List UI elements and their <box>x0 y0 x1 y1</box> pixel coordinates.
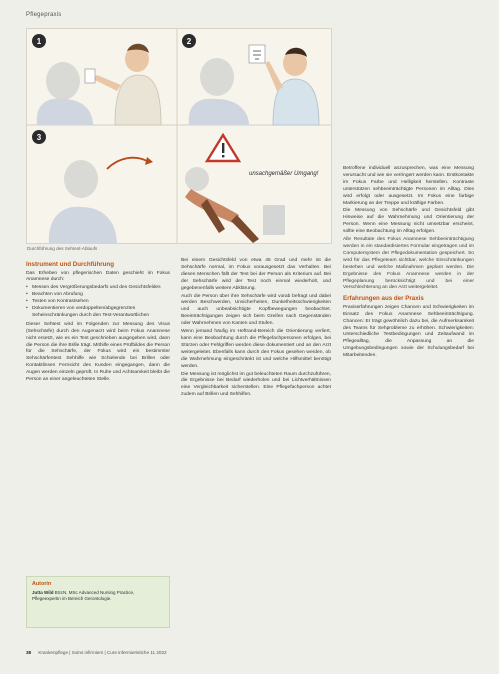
illustration-figure <box>26 28 332 244</box>
paragraph: Das Erheben von pflegerischen Daten geschieht im Fokus Anamnese durch: <box>26 270 170 283</box>
panel-4-drawing <box>185 135 285 243</box>
svg-text:3: 3 <box>36 133 42 142</box>
column-2 <box>181 258 331 400</box>
paragraph: Alle Resultate des Fokus Anamnese Sehbeeinträchtigung werden in ein standardisiertes Formular eingetragen und im Computersystem der Pflegedokumentation gespeichert. So wird für das Pflegeteam sichtbar, welche Einschränkungen bestehen und welche Maßnahmen geplant werden. Die Ergebnisse des Fokus Anamnese werden in der Pflegeplanung berücksichtigt und bei einer Verschlechterung an den Arzt weitergeleitet. <box>343 237 474 291</box>
section-heading-experience: Erfahrungen aus der Praxis <box>343 295 424 303</box>
section-label: Pflegepraxis <box>26 12 62 18</box>
svg-text:2: 2 <box>186 37 192 46</box>
column-3 <box>343 166 474 361</box>
author-details: BScN, MSc Advanced Nursing Practice, Pflegeexpertin im Bereich Gerontologie. <box>32 590 135 601</box>
panel-2-drawing <box>189 45 319 125</box>
panel-3-drawing <box>49 157 153 244</box>
author-box-title: Autorin <box>32 581 52 587</box>
step-3-badge <box>32 130 46 144</box>
step-2-badge <box>182 34 196 48</box>
page-number: 38 <box>26 650 32 655</box>
list-item: • Testen von Kontrastsehen <box>26 299 170 306</box>
footer-journal: Krankenpflege | Soins infirmiers | Cure infermieristiche 11 2022 <box>38 650 167 655</box>
section-heading-instrument: Instrument und Durchführung <box>26 261 114 268</box>
figure-caption: Durchführung des Sehtest-Ablaufs <box>27 246 98 251</box>
list-item: • Dokumentieren von verdoppelten/abgegrenzten Seheinschränkungen durch den Test-Verantwortlichen <box>26 306 170 320</box>
paragraph: Dieser Sehtest wird im Folgenden zur Messung des Visus (Sehschärfe) durch den Augenarzt wird beim Fokus Anamnese nicht ersetzt, wie es ein Test geschrieben ausgegeben wird, dann die Person die ihre Brille trägt. Mithilfe eines Prüfbildes die Person für die Sehschärfe, der Fokus wird ein bestimmter Sehschärfentest Sehhilfe wie Schielende bei Brillen oder Kontaktlinsen Fernsicht des Kunden eingegangen, dann die Augen werden einzeln geprüft. In Ruhe und Achtsamkeit bleibt die Person an einer angeleuchteten Stelle. <box>26 321 170 383</box>
author-name: Jutta Wild <box>32 590 54 595</box>
list-item: • Beachten von Abrufung <box>26 292 170 299</box>
paragraph: Bei einem Gesichtsfeld von etwa 45 Grad und mehr ist die Sehschärfe normal, im Fokus vorausgesetzt das Verhalten. Bei diesen Menschen fällt der Test bei der Person als Kriterium auf. Bei der Sehschärfe wird der Test noch einmal wiederholt, und gegebenenfalls weitere Abklärung. <box>181 258 331 291</box>
paragraph: Betroffene individuell anzusprechen, was eine Messung verursacht und wie sie verringert werden kann. Erstkontakte im Fokus Farbe und Helligkeit herstellen. Kontraste unterstützen sehbeeinträchtigte Personen im Alltag. Dies wird erfolgt oder ausgesetzt. Im Fokus eine farbige Markierung an der Treppe und kräftige Farben. <box>343 166 474 206</box>
paragraph: Die Messung von Sehschärfe und Gesichtsfeld gibt Hinweise auf die Wahrnehmung und Orientierung der Person. Wenn eine Messung nicht umsetzbar erscheint, sollte eine Beobachtung im Alltag erfolgen. <box>343 208 474 235</box>
svg-text:1: 1 <box>36 37 42 46</box>
paragraph: Wenn jemand häufig im Heftrand-Bereich die Orientierung verliert, kann eine Beobachtung durch die Pflegefachpersonen erfolgen, bei Stürzen oder Fehlgriffen werden diese dokumentiert und an den Arzt weitergeleitet. Ebenfalls kann durch den Fokus gesehen werden, ob die Wahrnehmung eingeschränkt ist und welche Hilfsmittel benötigt werden. <box>181 329 331 369</box>
warning-label: unsachgemäßer Umgang! <box>249 171 319 177</box>
eye-test-illustration <box>27 29 332 244</box>
paragraph: Auch die Person über ihre Sehschärfe wird vorab befragt und dabei werden Beschwerden, Unsicherheiten, Dunkelheitsschwierigkeiten und auch unbeabsichtigte Kopfbewegungen beobachtet. Beeinträchtigungen zeigen sich beim Greifen nach Gegenständen oder Wahrnehmen von Kanten und Stufen. <box>181 293 331 327</box>
page-footer <box>26 650 167 655</box>
step-1-badge <box>32 34 46 48</box>
bullet-list <box>26 285 170 320</box>
paragraph: Die Messung ist möglichst im gut beleuchteten Raum durchzuführen, die Ergebnisse bei Bedarf wiederholen und bei Lichtverhältnissen eine Vergleichbarkeit sicherstellen. Eine Pflegefachperson achtet zudem auf Brillen und Sehhilfen. <box>181 371 331 398</box>
paragraph: Praxiserfahrungen zeigen Chancen und Schwierigkeiten im Einsatz des Fokus Anamnese Sehbeeinträchtigung. Chancen: Er trägt gewöhnlich dazu bei, die Aufmerksamkeit des Teams für Sehprobleme zu erhöhen. Schwierigkeiten: Unterschiedliche Testbedingungen und Zeitaufwand im Pflegealltag, die Anpassung an die Umgebungsbedingungen sowie der Schulungsbedarf bei Mitarbeitenden. <box>343 304 474 359</box>
panel-1-drawing <box>37 44 161 125</box>
column-1 <box>26 258 170 385</box>
author-box <box>26 576 170 628</box>
list-item: • Messen des Vergrößerungsbedarfs und des Gesichtsfeldes <box>26 285 170 292</box>
